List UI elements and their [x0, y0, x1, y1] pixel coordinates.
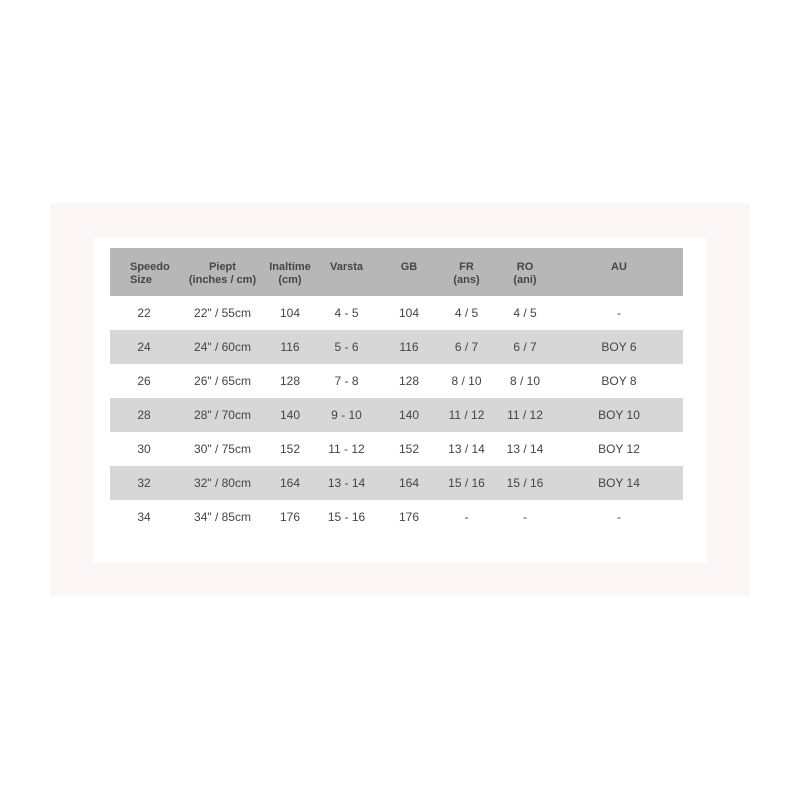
cell-varsta: 15 - 16: [327, 510, 366, 524]
table-row: [110, 500, 683, 534]
cell-au: BOY 10: [555, 398, 683, 432]
table-row: [110, 398, 683, 432]
cell-varsta: 4 - 5: [334, 306, 359, 320]
cell-varsta: 11 - 12: [328, 442, 365, 456]
cell-fr: -: [464, 510, 469, 524]
header-fr: FR (ans): [438, 248, 495, 296]
cell-piept: 34" / 85cm: [194, 510, 251, 524]
header-gb: GB: [380, 248, 438, 296]
cell-ro: 8 / 10: [509, 374, 541, 388]
cell-fr: 13 / 14: [448, 442, 485, 456]
cell-speedo-size: 26: [137, 374, 151, 388]
size-chart-card: [93, 238, 707, 563]
cell-gb: 176: [398, 510, 420, 524]
header-piept: Piept (inches / cm): [178, 248, 267, 296]
cell-piept: 28" / 70cm: [178, 398, 267, 432]
cell-fr: 4 / 5: [454, 306, 479, 320]
cell-speedo-size: 28: [110, 398, 178, 432]
table-row: [110, 364, 683, 398]
cell-ro: 6 / 7: [495, 330, 555, 364]
cell-ro: 15 / 16: [495, 466, 555, 500]
cell-fr: 11 / 12: [438, 398, 495, 432]
cell-au: -: [617, 306, 621, 320]
cell-piept: 22" / 55cm: [194, 306, 251, 320]
cell-varsta: 9 - 10: [313, 398, 380, 432]
cell-gb: 104: [398, 306, 420, 320]
cell-ro: 13 / 14: [506, 442, 544, 456]
header-inaltime: Inaltime (cm): [267, 248, 313, 296]
cell-gb: 128: [398, 374, 420, 388]
cell-au: BOY 14: [555, 466, 683, 500]
cell-fr: 15 / 16: [438, 466, 495, 500]
cell-inaltime: 116: [267, 330, 313, 364]
cell-speedo-size: 30: [137, 442, 151, 456]
cell-au: BOY 12: [598, 442, 640, 456]
cell-varsta: 13 - 14: [313, 466, 380, 500]
cell-ro: -: [523, 510, 527, 524]
cell-inaltime: 152: [279, 442, 301, 456]
size-chart-frame: [50, 203, 750, 596]
cell-piept: 30" / 75cm: [194, 442, 251, 456]
header-speedo-size: Speedo Size: [110, 248, 178, 296]
table-row: [110, 330, 683, 364]
cell-varsta: 7 - 8: [334, 374, 359, 388]
size-chart-table: [110, 248, 683, 534]
cell-speedo-size: 24: [110, 330, 178, 364]
cell-inaltime: 128: [279, 374, 301, 388]
cell-gb: 116: [380, 330, 438, 364]
cell-inaltime: 140: [267, 398, 313, 432]
header-varsta: Varsta: [313, 248, 380, 296]
cell-piept: 26" / 65cm: [194, 374, 251, 388]
cell-ro: 11 / 12: [495, 398, 555, 432]
table-row: [110, 432, 683, 466]
cell-piept: 32" / 80cm: [178, 466, 267, 500]
cell-au: BOY 6: [555, 330, 683, 364]
cell-gb: 140: [380, 398, 438, 432]
table-row: [110, 296, 683, 330]
cell-fr: 8 / 10: [451, 374, 482, 388]
cell-ro: 4 / 5: [513, 306, 537, 320]
cell-au: BOY 8: [601, 374, 637, 388]
cell-inaltime: 104: [279, 306, 301, 320]
cell-inaltime: 176: [279, 510, 301, 524]
cell-au: -: [617, 510, 621, 524]
table-header-row: [110, 248, 683, 296]
table-row: [110, 466, 683, 500]
cell-gb: 164: [380, 466, 438, 500]
cell-inaltime: 164: [267, 466, 313, 500]
header-au: AU: [555, 248, 683, 296]
cell-speedo-size: 22: [137, 306, 151, 320]
cell-speedo-size: 34: [137, 510, 151, 524]
cell-gb: 152: [398, 442, 420, 456]
header-ro: RO (ani): [495, 248, 555, 296]
cell-varsta: 5 - 6: [313, 330, 380, 364]
cell-piept: 24" / 60cm: [178, 330, 267, 364]
cell-speedo-size: 32: [110, 466, 178, 500]
cell-fr: 6 / 7: [438, 330, 495, 364]
